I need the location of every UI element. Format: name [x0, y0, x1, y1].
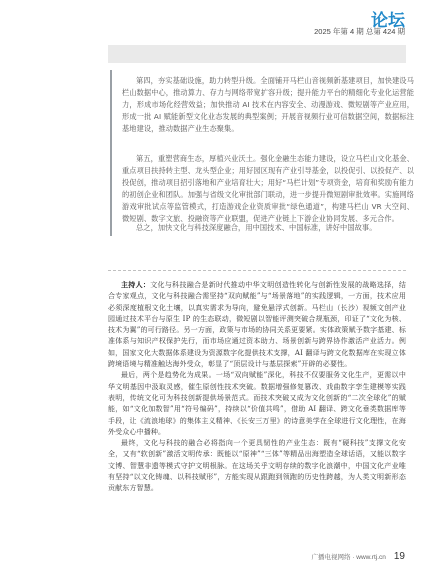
top-band — [108, 45, 406, 63]
body-paragraph-summary: 总之，加快文化与科技深度融合，用中国技术、中国标准，讲好中国故事。 — [136, 223, 377, 232]
host-point-2: 最终，文化与科技的融合必将指向一个更具韧性的产业生态：既有“硬科技”支撑文化安全，又有“软创新”激活文明传承：既能以“原神”“三体”等精品出海塑造全球话语，又能以数字文博、智慧非遗等模式守护文明根脉。在这场关乎文明存续的数字化浪潮中，中国文化产业唯有坚持“以文化铸魂、以科技赋形”，方能实现从跟跑到领跑的历史性跨越，为人类文明新形态贡献东方智慧。 — [108, 439, 406, 493]
body-paragraph-5: 第五，重塑营商生态，厚植兴业沃土。强化金融生态能力建设，设立马栏山文化基金、重点项目扶持转主型、龙头型企业；用好园区现有产业引导基金，以投促引、以投促产、以投促创，推动项目招引落地和产业培育壮大；用好“马栏计划”专项资金，培育和奖励有能力的初创企业和团队。加强与省级文化审批部门联动，进一步提升微短剧审批效率。实施网络游戏审批试点等监管模式，打造游戏企业资质审批“绿色通道”，构建马栏山 VR 大空间、微短剧、数字文旅、投融资等产业联盟，促进产业链上下游企业协同发展、多元合作。 — [122, 154, 414, 223]
host-commentary — [108, 280, 406, 495]
body-paragraph-4: 第四，夯实基础设施，助力转型升级。全面铺开马栏山音视频新基建项目，加快建设马栏山数据中心，推动算力、存力与网络带宽扩容升级；提升能力平台的精细化专业化运营能力，形成市场化经营效益；加快推动 AI 技术在内容安全、动漫游戏、微短剧等产业应用，形成一批 AI 赋能新型文化业态发展的典型案例；开展音视频行业可信数据空间，数据标注基地建设，推动数据产业生态聚集。 — [122, 76, 414, 133]
page-header — [0, 0, 427, 38]
section-title: 论坛 — [371, 11, 405, 31]
host-text: 文化与科技融合是新时代推动中华文明创造性转化与创新性发展的战略选择，结合专家观点，文化与科技融合需坚持“双向赋能”与“场景落地”的实践逻辑，一方面，技术应用必须深度植根文化土壤，以真实需求为导向，避免悬浮式创新。马栏山（长沙）视频文创产业园通过技术平台与原生 IP 的生态联动，微短剧以智能评测突破合规瓶颈，印证了“文化为核、技术为翼”的可行路径。另一方面，政策与市场的协同关系更要紧。实体政策赋予数字基建、标准体系与知识产权保护先行，而市场应通过资本助力、场景创新与跨界协作激活产业活力。例如，国家文化大数据体系建设为资源数字化提供技术支撑，AI 翻译与跨文化数据库在实现立体跨境语境与精准触达海外受众，彰显了“顶层设计与基层探索”开辟的必要性。 — [108, 281, 406, 369]
footer-site: 广播电视网络 · www.rtj.cn — [311, 554, 386, 561]
host-paragraph — [108, 280, 406, 370]
page-number: 19 — [393, 551, 405, 562]
host-label: 主持人： — [121, 281, 151, 289]
issue-number: 2025 年第 4 期 总第 424 期 — [314, 27, 405, 36]
host-point-1: 最后，两个是趋势化为成果。一场“双向赋能”深化，科技不仅要服务文化生产，更需以中华文明基因中汲取灵感，催生原创性技术突破。数据增强修复篡改、戏曲数字孪生建模等实践表明，传统文化可为科技创新提供场景范式。而技术突破又成为文化创新的“二次全球化”的赋能，如“文化加数智”用“符号编码”，持续以“价值共鸣”，借助 AI 翻译、跨文化垂类数据库等手段，让《流浪地球》的集体主义精神、《长安三万里》的诗意美学在全球进行文化理性，在海外受众心中播种。 — [108, 371, 406, 436]
page-footer — [311, 551, 405, 562]
section-divider — [108, 270, 406, 271]
